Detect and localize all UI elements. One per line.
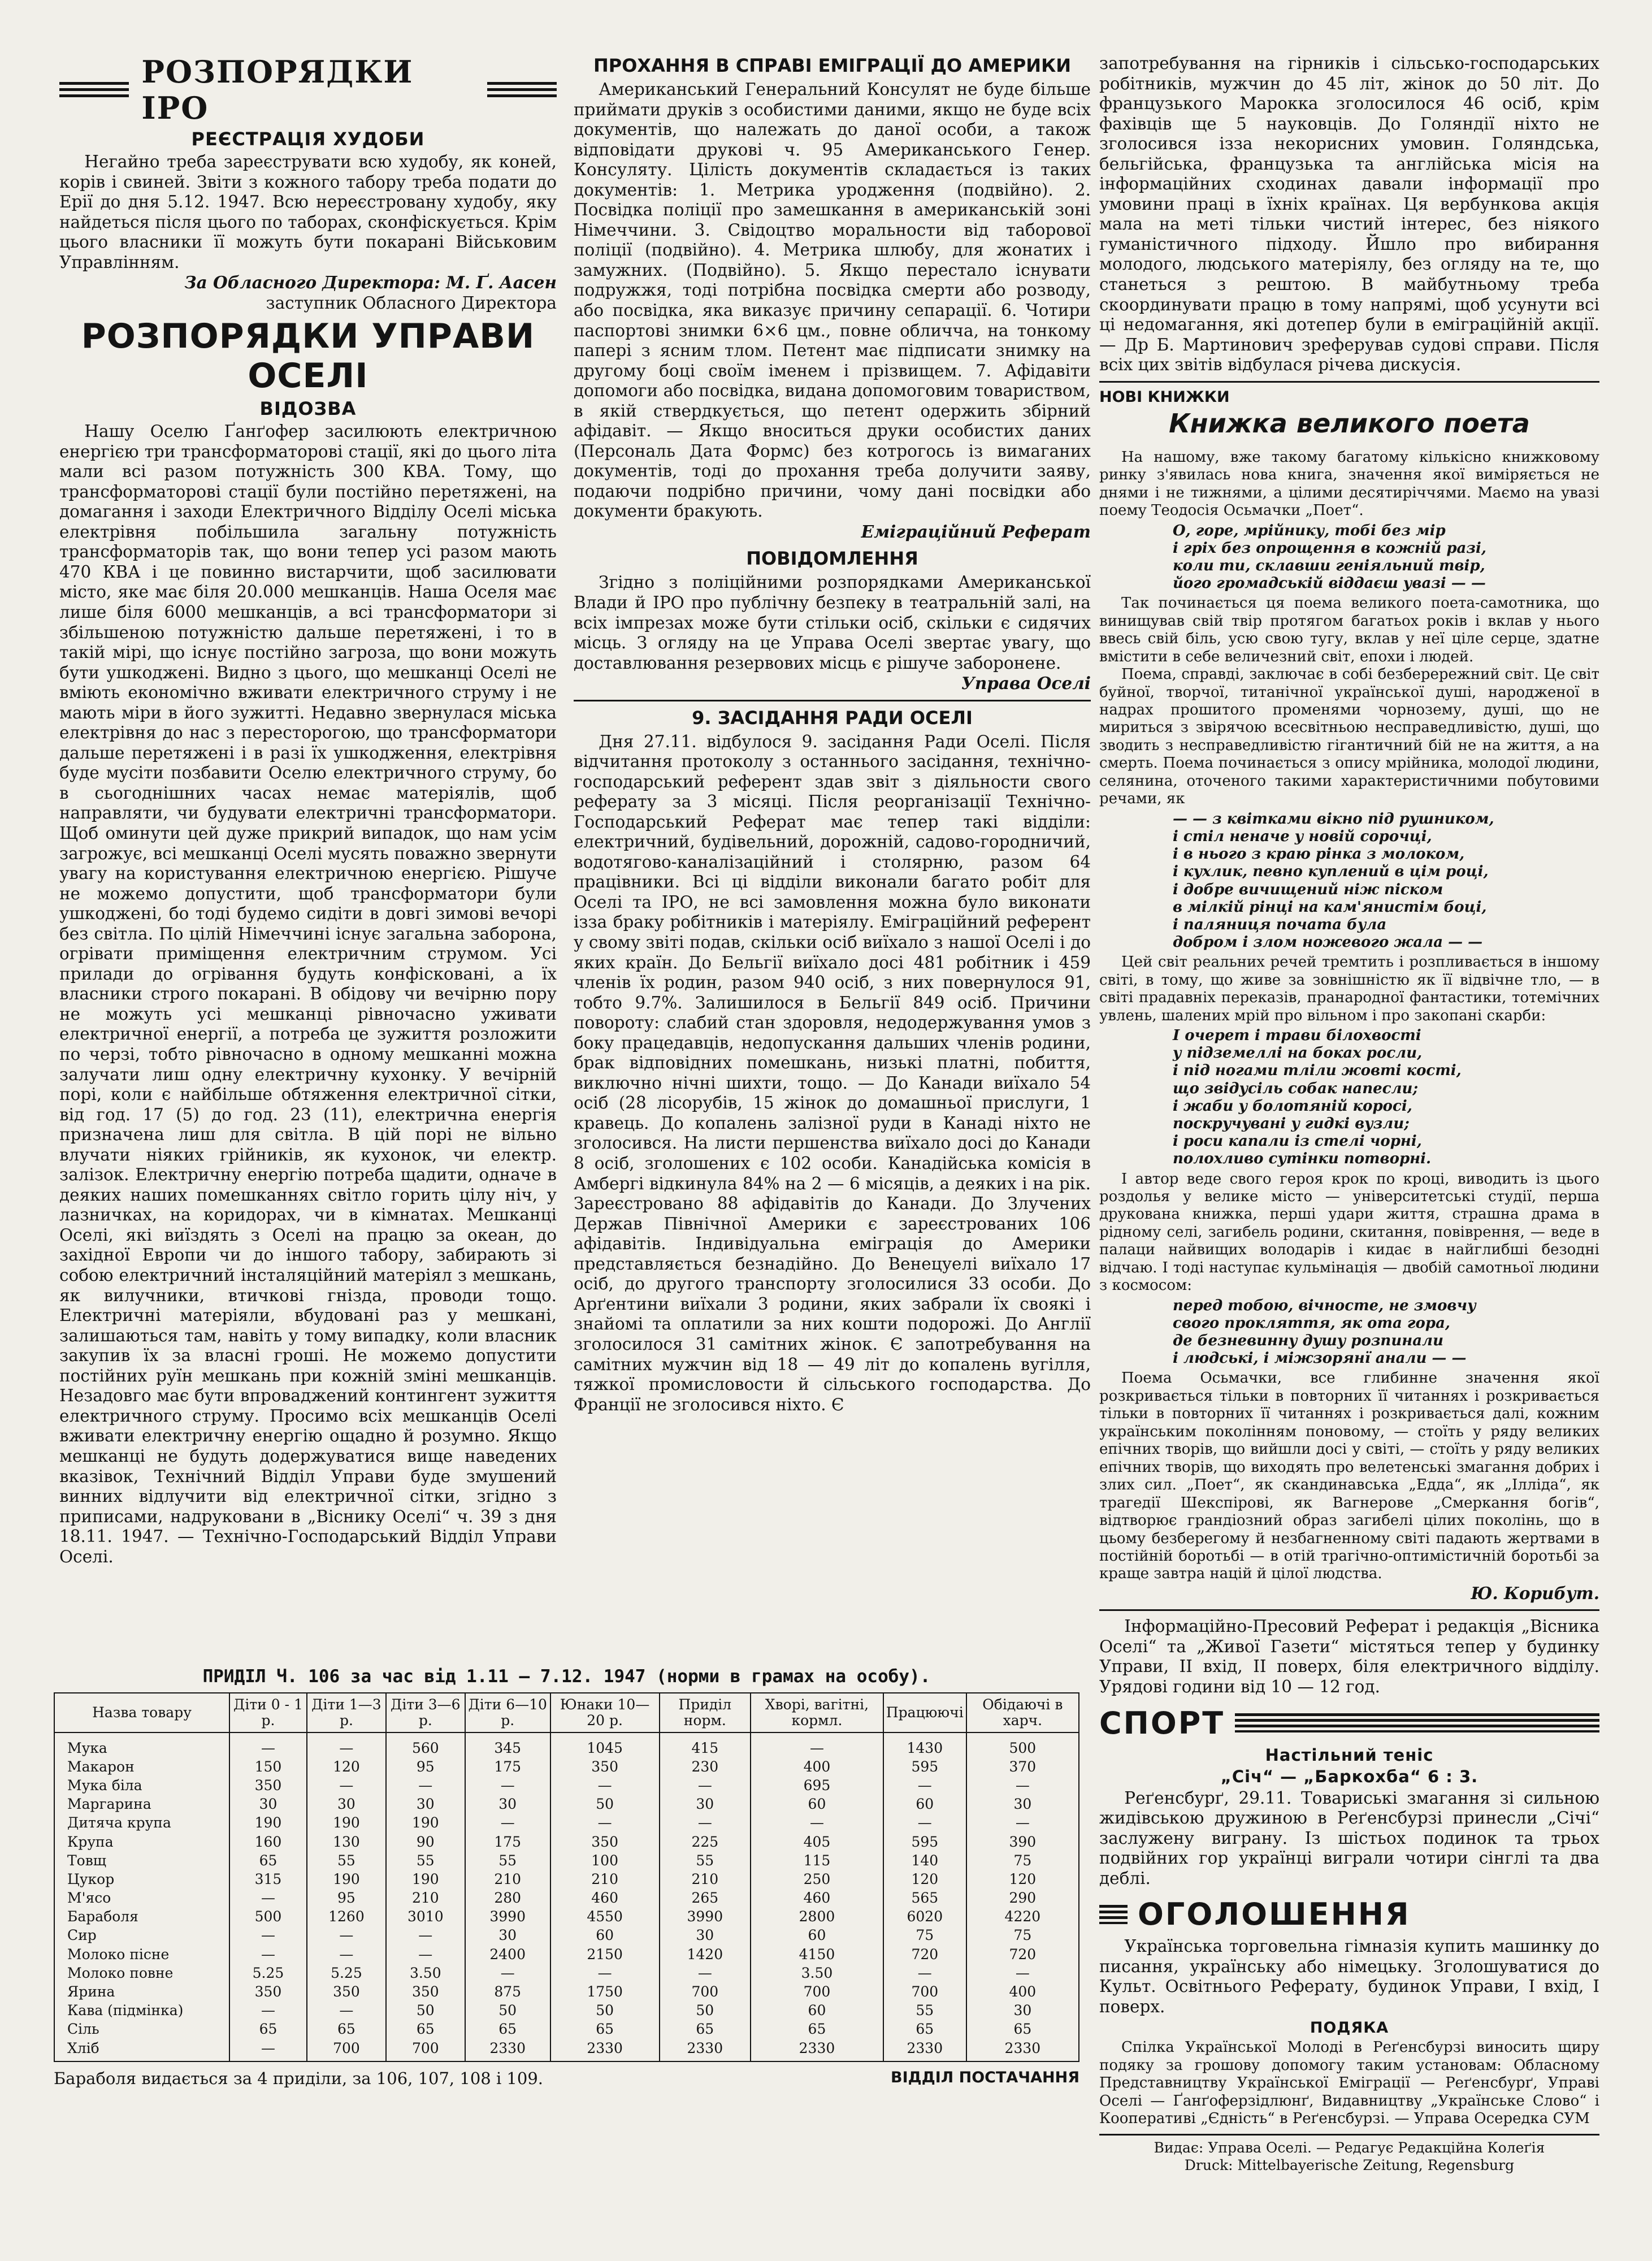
ration-value-cell: 595	[883, 1833, 966, 1851]
ration-value-cell: 65	[660, 2020, 751, 2039]
ration-value-cell: —	[229, 1732, 307, 1757]
ration-value-cell: 700	[751, 1982, 883, 2001]
book-paragraph: Цей світ реальних речей тремтить і розпливається в іншому світі, в тому, що живе за зовнішністю як її відвічне тло, — в світі прадавніх переказів, пранародної фантастики, тотемічних увлень, шалених мрій про вільном і про закопані скарби:	[1099, 954, 1599, 1024]
ration-value-cell: 60	[550, 1926, 660, 1945]
ration-value-cell: 3.50	[751, 1964, 883, 1982]
product-name-cell: Макарон	[54, 1757, 229, 1776]
appeal-text: Нашу Оселю Ґанґофер засилюють електричною енергією три трансформаторові стації, які до цього літа мали всі разом потужність 300 КВА. Тому, що трансформаторові стації були постійно перетяжені, на домагання і заходи Електричного Відділу Оселі міська електрівня побільшила загальну потужність трансформаторів так, що вони тепер усі разом мають 470 КВА і це повинно вистарчити, щоб засилювати місто, яке має біля 20.000 мешканців. Наша Оселя має лише біля 6000 мешканців, а всі трансформатори зі збільшеною потужністю дальше перетяжені, і то в такій мірі, що існує постійно загроза, що вони можуть бути ушкоджені. Видно з цього, що мешканці Оселі не вміють економічно вживати електричного струму і не мають міри в його зужитті. Недавно звернулася міська електрівня до нас з пересторогою, що трансформатори дальше перетяжені і в разі їх ушкодження, електрівня буде мусіти позбавити Оселю електричного струму, бо в сьогоднішних часах немає матеріялів, щоб направляти, чи будувати електричні трансформатори. Щоб оминути цей дуже прикрий випадок, що нам усім загрожує, всі мешканці Оселі мусять поважно звернути увагу на користування електричною енергією. Рішуче не можемо допустити, щоб трансформатори були ушкоджені, бо тоді будемо сидіти в довгі зимові вечорі без світла. По цілій Німеччині існує загальна заборона, огрівати приміщення електричним струмом. Усі прилади до огрівання будуть конфісковані, а їх власники строго покарані. В обідову чи вечірню пору не можуть усі мешканці рівночасно уживати електричної енергії, а потреба це зужиття розложити по черзі, тобто рівночасно в одному мешканні можна залучати лиш одну електричну кухонку. У вечірній порі, коли є найбільше обтяження електричної сітки, від год. 17 (5) до год. 23 (11), електрична енергія призначена лиш для світла. В цій порі не вільно влучати ніяких грійників, як кухонок, чи електр. залізок. Електричну енергію потреба щадити, одначе в деяких наших помешканнях світло горить цілу ніч, у лазничках, на коридорах, чи в кімнатах. Мешканці Оселі, які виїздять з Оселі на працю за океан, до західної Европи чи до іншого табору, забирають зі собою електричний інсталяційний матеріял з мешкань, як вилучники, втичкові гнізда, проводи тощо. Електричні матеріяли, вбудовані раз у мешкані, залишаються там, навіть у тому випадку, коли власник закупив їх за власні гроші. Не можемо допустити постійних руїн мешкань при кожній зміні мешканців. Незадовго має бути впроваджений контингент зужиття електричного струму. Просимо всіх мешканців Оселі вживати електричну енергію ощадно й розумно. Якщо мешканці не будуть додержуватися вище наведених вказівок, Технічний Відділ Управи буде змушений винних відлучити від електричної сітки, згідно з приписами, надруковани в „Віснику Оселі“ ч. 39 з дня 18.11. 1947. — Технічно-Господарський Відділ Управи Оселі.	[59, 422, 557, 1566]
book-paragraph: Поема, справді, заключає в собі безберережний світ. Це світ буйної, творчої, титанічної української душі, народженої в надрах прошитого променями чорнозему, душі, що не мириться з звірячою всесвітньою несправедливістю, душі, що зводить з несправедливістю гігантичний бій не на життя, а на смерть. Поема починається з опису мрійника, молодої людини, селянина, оточеного такими характеристичними побутовими речами, як	[1099, 666, 1599, 808]
ration-value-cell: —	[550, 1776, 660, 1795]
ration-value-cell: 190	[386, 1814, 465, 1833]
table-row	[54, 1795, 1079, 1814]
iro-title: РОЗПОРЯДКИ ІРО	[141, 54, 414, 126]
ration-value-cell: 140	[883, 1851, 966, 1870]
ration-value-cell: 350	[229, 1982, 307, 2001]
iro-header	[59, 54, 557, 126]
column-1	[59, 54, 557, 1567]
ration-value-cell: 500	[229, 1908, 307, 1926]
ration-value-cell: 2330	[966, 2039, 1079, 2061]
table-row	[54, 2039, 1079, 2061]
council-text: Дня 27.11. відбулося 9. засідання Ради Оселі. Після відчитання протоколу з останнього засідання, технічно-господарський референт здав звіт з діяльности свого реферату за 3 місяці. Після реорганізації Технічно-Господарський Реферат має тепер такі відділи: електричний, будівельний, дорожній, садово-городничий, водотягово-каналізаційний і столярню, разом 64 працівники. Всі ці відділи виконали багато робіт для Оселі та ІРО, не всі замовлення можна було виконати ізза браку робітників і матеріялу. Еміграційний референт у свому звіті подав, скільки осіб виїхало з нашої Оселі і до яких країн. До Бельгії виїхало досі 481 робітник і 459 членів їх родин, разом 940 осіб, з них повернулося 91, тобто 9.7%. Залишилося в Бельгії 849 осіб. Причини повороту: слабий стан здоровля, недодержування умов з боку працедавців, недопускання дальших членів родини, брак відповідних помешкань, низькі платні, побиття, виключно нічні шихти, тощо. — До Канади виїхало 54 осіб (28 лісорубів, 15 жінок до домашньої прислуги, 1 кравець. До копалень залізної руди в Канаді ніхто не зголосився. На листи першенства виїхало досі до Канади 8 осіб, зголошених є 102 особи. Канадійська комісія в Амбергі відкинула 84% на 2 — 6 місяців, а деяких і на рік. Зареєстровано 88 афідавітів до Канади. До Злучених Держав Північної Америки є зареєстрованих 106 афідавітів. Індивідуальна еміграція до Америки представляється безнадійно. До Венецуелі виїхало 17 осіб, до другого транспорту зголосилися 33 особи. До Арґентини виїхали 3 родини, яких забрали їх своякі і знайомі та оплатили за них кошти подорожі. До Англії зголосилося 31 самітних жінок. Є запотребування на самітних мужчин від 18 — 49 літ до копалень вугілля, тяжкої промисловости й сільського господарства. До Франції не зголосився ніхто. Є	[574, 731, 1091, 1414]
ration-value-cell: —	[307, 1776, 386, 1795]
ration-value-cell: 95	[386, 1757, 465, 1776]
ration-value-cell: 30	[966, 1795, 1079, 1814]
new-books-label: НОВІ КНИЖКИ	[1099, 388, 1230, 406]
book-signature: Ю. Корибут.	[1471, 1583, 1599, 1603]
ration-value-cell: 315	[229, 1870, 307, 1889]
ration-value-cell: —	[386, 1776, 465, 1795]
ration-value-cell: 1045	[550, 1732, 660, 1757]
ration-value-cell: 65	[883, 2020, 966, 2039]
notice-signature: Управа Оселі	[961, 673, 1091, 694]
product-name-cell: Мука	[54, 1732, 229, 1757]
ration-value-cell: 370	[966, 1757, 1079, 1776]
product-name-cell: М'ясо	[54, 1889, 229, 1908]
ration-value-cell: 55	[883, 2002, 966, 2020]
ration-value-cell: 210	[550, 1870, 660, 1889]
ration-value-cell: 560	[386, 1732, 465, 1757]
ration-value-cell: 3990	[660, 1908, 751, 1926]
ration-value-cell: 65	[966, 2020, 1079, 2039]
ration-value-cell: 30	[465, 1926, 550, 1945]
table-row	[54, 1814, 1079, 1833]
product-name-cell: Молоко повне	[54, 1964, 229, 1982]
ration-value-cell: 210	[386, 1889, 465, 1908]
product-name-cell: Сир	[54, 1926, 229, 1945]
table-header: Діти 6—10 р.	[465, 1693, 550, 1732]
ration-table-body	[54, 1732, 1079, 2061]
ration-value-cell: 350	[307, 1982, 386, 2001]
info-notice: Інформаційно-Пресовий Реферат і редакція „Вісника Оселі“ та „Живої Газети“ містяться тепер у будинку Управи, ІІ вхід, ІІ поверх, біля електричного відділу. Урядові години від 10 — 12 год.	[1099, 1617, 1599, 1696]
book-paragraph: Так починається ця поема великого поета-самотника, що винищував свій твір протягом багатьох років і вклав у нього ввесь свій біль, усю свою тугу, вклав у неї ціле серце, здатне вмістити в себе величезний світ, епохи і людей.	[1099, 595, 1599, 665]
ration-value-cell: —	[229, 2002, 307, 2020]
ration-value-cell: —	[883, 1776, 966, 1795]
ration-value-cell: 190	[386, 1870, 465, 1889]
product-name-cell: Дитяча крупа	[54, 1814, 229, 1833]
divider	[1099, 381, 1599, 383]
table-row	[54, 1870, 1079, 1889]
ration-value-cell: 190	[307, 1870, 386, 1889]
ration-value-cell: 2330	[751, 2039, 883, 2061]
ration-value-cell: 30	[660, 1926, 751, 1945]
ration-value-cell: 460	[550, 1889, 660, 1908]
ration-value-cell: 175	[465, 1833, 550, 1851]
ration-value-cell: 65	[465, 2020, 550, 2039]
notice-text: Згідно з поліційними розпорядками Американської Влади й ІРО про публічну безпеку в театральній залі, на всіх імпрезах може бути стільки осіб, скільки є сидячих місць. З огляду на це Управа Оселі звертає увагу, що доставлювання резервових місць є рішуче заборонене.	[574, 573, 1091, 673]
ration-value-cell: 120	[966, 1870, 1079, 1889]
table-row	[54, 1833, 1079, 1851]
ration-value-cell: 225	[660, 1833, 751, 1851]
ration-value-cell: —	[883, 1814, 966, 1833]
ration-value-cell: 2330	[550, 2039, 660, 2061]
table-header: Обідаючі в харч.	[966, 1693, 1079, 1732]
table-row	[54, 1776, 1079, 1795]
ration-value-cell: 95	[307, 1889, 386, 1908]
book-paragraph: І автор веде свого героя крок по кроці, виводить із цього роздолья у велике місто — університетські студії, перша друкована книжка, перші удари життя, страшна драма в рідному селі, загибель родини, скитання, повіврення, — веде в палаци найвищих володарів і кидає в найглибші безодні відчаю. І тоді наступає кульмінація — двобій самотньої людини з космосом:	[1099, 1170, 1599, 1294]
ration-value-cell: —	[465, 1964, 550, 1982]
table-row	[54, 1889, 1079, 1908]
table-header: Діти 1—3 р.	[307, 1693, 386, 1732]
table-header: Працюючі	[883, 1693, 966, 1732]
column-2	[574, 54, 1091, 1415]
ration-value-cell: 75	[966, 1851, 1079, 1870]
table-header: Назва товару	[54, 1693, 229, 1732]
ration-value-cell: —	[307, 1926, 386, 1945]
ration-value-cell: 175	[465, 1757, 550, 1776]
ration-value-cell: 100	[550, 1851, 660, 1870]
ration-value-cell: 50	[465, 2002, 550, 2020]
ration-value-cell: 30	[966, 2002, 1079, 2020]
product-name-cell: Бараболя	[54, 1908, 229, 1926]
banner-rule	[1235, 1713, 1599, 1732]
ration-value-cell: —	[966, 1964, 1079, 1982]
table-row	[54, 1982, 1079, 2001]
ration-value-cell: —	[751, 1814, 883, 1833]
livestock-text: Негайно треба зареєструвати всю худобу, як коней, корів і свиней. Звіти з кожного табору треба подати до Ерії до дня 5.12. 1947. Всю нереєстровану худобу, яку найдеться після цього по таборах, сконфіскується. Крім цього власники її можуть бути покарані Військовим Управлінням.	[59, 152, 557, 272]
product-name-cell: Ярина	[54, 1982, 229, 2001]
livestock-signature-role: заступник Обласного Директора	[266, 293, 557, 313]
ration-value-cell: 60	[883, 1795, 966, 1814]
ration-value-cell: 210	[465, 1870, 550, 1889]
emigration-signature: Еміграційний Реферат	[861, 522, 1091, 542]
ration-value-cell: —	[660, 1814, 751, 1833]
ration-table-section	[54, 1666, 1079, 2088]
ration-value-cell: 500	[966, 1732, 1079, 1757]
ration-value-cell: —	[550, 1964, 660, 1982]
ration-value-cell: 120	[307, 1757, 386, 1776]
header-rule-left	[59, 82, 129, 98]
ration-value-cell: 1420	[660, 1945, 751, 1964]
ration-value-cell: —	[307, 1732, 386, 1757]
ration-value-cell: 75	[883, 1926, 966, 1945]
livestock-signature: За Обласного Директора: М. Ґ. Аасен	[184, 272, 557, 293]
ration-value-cell: 30	[386, 1795, 465, 1814]
ration-value-cell: 700	[660, 1982, 751, 2001]
poem-excerpt-3: І очерет і трави білохвості у підземеллі на боках росли, і під ногами тліли жовті кості, що звідусіль собак напесли; і жаби у болотяній коросі, поскручувані у гидкі вузли; і роси капали із стелі чорні, полохливо сутінки потворні.	[1173, 1027, 1462, 1168]
product-name-cell: Мука біла	[54, 1776, 229, 1795]
ration-value-cell: 55	[465, 1851, 550, 1870]
table-row	[54, 1851, 1079, 1870]
ration-value-cell: —	[883, 1964, 966, 1982]
table-row	[54, 1908, 1079, 1926]
table-row	[54, 2002, 1079, 2020]
ration-value-cell: 460	[751, 1889, 883, 1908]
ration-value-cell: 2330	[883, 2039, 966, 2061]
ration-value-cell: 3010	[386, 1908, 465, 1926]
ration-value-cell: —	[660, 1964, 751, 1982]
livestock-heading: РЕЄСТРАЦІЯ ХУДОБИ	[191, 128, 425, 150]
ration-value-cell: 115	[751, 1851, 883, 1870]
ads-title: ОГОЛОШЕННЯ	[1138, 1896, 1411, 1933]
emigration-text: Американський Генеральний Консулят не буде більше приймати друків з особистими даними, якщо не буде всіх документів, що належать до даної особи, а також відповідати друкові ч. 95 Американського Генер. Консуляту. Цілість документів складається із таких документів: 1. Метрика уродження (подвійно). 2. Посвідка поліції про замешкання в американській зоні Німеччини. 3. Свідоцтво моральности від таборової поліції (подвійно). 4. Метрика шлюбу, для жонатих і замужних. (Подвійно). 5. Якщо перестало існувати подружжя, тоді потрібна посвідка смерти або розводу, або посвідка, яка виказує причину сепарації. 6. Чотири паспортові знимки 6×6 цм., повне обличча, на тонкому папері з ясним тлом. Петент має підписати знимку на другому боці своїм іменем і прізвищем. 7. Афідавіти допомоги або посвідка, видана допомоговим товариством, в якій ствердкується, що петент одержить збірний афідавіт. — Якщо вноситься друки особистих даних (Персональ Дата Формс) без котрогось із вимаганих документів, тоді до прохання треба долучити заяву, подаючи подрібно причини, чому дані посвідки або документи бракують.	[574, 80, 1091, 521]
ration-value-cell: 5.25	[229, 1964, 307, 1982]
ration-value-cell: 695	[751, 1776, 883, 1795]
table-header: Діти 0 - 1 р.	[229, 1693, 307, 1732]
ration-value-cell: 250	[751, 1870, 883, 1889]
ration-value-cell: 65	[229, 2020, 307, 2039]
ration-value-cell: —	[229, 1945, 307, 1964]
ration-value-cell: —	[966, 1814, 1079, 1833]
ration-value-cell: 875	[465, 1982, 550, 2001]
product-name-cell: Кава (підмінка)	[54, 2002, 229, 2020]
table-row	[54, 1732, 1079, 1757]
ration-value-cell: 60	[751, 1795, 883, 1814]
ration-value-cell: 65	[386, 2020, 465, 2039]
ration-value-cell: 65	[307, 2020, 386, 2039]
ration-value-cell: 230	[660, 1757, 751, 1776]
ration-value-cell: 4550	[550, 1908, 660, 1926]
ration-value-cell: 55	[660, 1851, 751, 1870]
header-rule-right	[487, 82, 557, 98]
ration-value-cell: 565	[883, 1889, 966, 1908]
ration-title: ПРИДІЛ Ч. 106 за час від 1.11 — 7.12. 1947 (норми в грамах на особу).	[202, 1666, 931, 1687]
ration-value-cell: —	[229, 2039, 307, 2061]
ration-value-cell: —	[660, 1776, 751, 1795]
ration-value-cell: 2330	[465, 2039, 550, 2061]
ration-value-cell: 30	[307, 1795, 386, 1814]
product-name-cell: Молоко пісне	[54, 1945, 229, 1964]
sport-text: Реґенсбурґ, 29.11. Товариські змагання зі сильною жидівською дружиною в Реґенсбурзі принесли „Січі“ заслужену виграну. Із шістьох подинок та трьох подвійних гор українці виграли чотири сінглі та два деблі.	[1099, 1788, 1599, 1888]
ration-value-cell: 2330	[660, 2039, 751, 2061]
table-row	[54, 2020, 1079, 2039]
ration-value-cell: —	[751, 1732, 883, 1757]
table-header: Діти 3—6 р.	[386, 1693, 465, 1732]
ration-value-cell: 3.50	[386, 1964, 465, 1982]
ration-table	[54, 1692, 1079, 2062]
ration-value-cell: 50	[550, 2002, 660, 2020]
ration-value-cell: 700	[386, 2039, 465, 2061]
ration-value-cell: 160	[229, 1833, 307, 1851]
ration-value-cell: 150	[229, 1757, 307, 1776]
ration-value-cell: —	[386, 1945, 465, 1964]
product-name-cell: Крупа	[54, 1833, 229, 1851]
ration-value-cell: 700	[883, 1982, 966, 2001]
ration-value-cell: 75	[966, 1926, 1079, 1945]
product-name-cell: Маргарина	[54, 1795, 229, 1814]
ration-value-cell: 190	[307, 1814, 386, 1833]
ration-value-cell: 400	[966, 1982, 1079, 2001]
divider	[1099, 1609, 1599, 1611]
ration-department: ВІДДІЛ ПОСТАЧАННЯ	[891, 2069, 1079, 2087]
table-row	[54, 1926, 1079, 1945]
ration-value-cell: 700	[307, 2039, 386, 2061]
ration-value-cell: 4150	[751, 1945, 883, 1964]
ration-value-cell: 720	[966, 1945, 1079, 1964]
divider	[574, 700, 1091, 701]
ration-value-cell: —	[229, 1926, 307, 1945]
book-review-title: Книжка великого поета	[1169, 408, 1530, 439]
ration-value-cell: 1260	[307, 1908, 386, 1926]
ration-value-cell: 55	[307, 1851, 386, 1870]
ration-value-cell: 280	[465, 1889, 550, 1908]
table-header: Юнаки 10—20 р.	[550, 1693, 660, 1732]
ration-value-cell: 50	[386, 2002, 465, 2020]
column-3	[1099, 54, 1599, 2174]
emigration-heading: ПРОХАННЯ В СПРАВІ ЕМІГРАЦІЇ ДО АМЕРИКИ	[593, 55, 1071, 76]
appeal-heading: ВІДОЗВА	[259, 398, 357, 420]
sport-subheading: Настільний теніс	[1265, 1745, 1434, 1765]
ration-value-cell: 3990	[465, 1908, 550, 1926]
uprava-title: РОЗПОРЯДКИ УПРАВИ ОСЕЛІ	[81, 317, 535, 396]
imprint: Видає: Управа Оселі. — Редагує Редакційна Колеґія Druck: Mittelbayerische Zeitung, Regensburg	[1099, 2134, 1599, 2175]
sport-banner	[1099, 1705, 1599, 1741]
ration-value-cell: 345	[465, 1732, 550, 1757]
ration-value-cell: 350	[386, 1982, 465, 2001]
banner-rule	[1099, 1905, 1128, 1924]
sport-title: СПОРТ	[1099, 1705, 1225, 1741]
ration-note: Бараболя видається за 4 приділи, за 106, 107, 108 і 109.	[54, 2069, 544, 2089]
ration-value-cell: 390	[966, 1833, 1079, 1851]
poem-excerpt-1: О, горе, мрійнику, тобі без мір і гріх без опрощення в кожній разі, коли ти, склавши геніяльний твір, його громадській віддаєш увазі — —	[1173, 522, 1486, 592]
ration-value-cell: 2400	[465, 1945, 550, 1964]
ration-value-cell: 60	[751, 2002, 883, 2020]
ration-value-cell: —	[465, 1814, 550, 1833]
ration-value-cell: —	[386, 1926, 465, 1945]
ration-value-cell: 405	[751, 1833, 883, 1851]
council-heading: 9. ЗАСІДАННЯ РАДИ ОСЕЛІ	[692, 707, 973, 729]
product-name-cell: Хліб	[54, 2039, 229, 2061]
table-row	[54, 1945, 1079, 1964]
ration-value-cell: —	[307, 2002, 386, 2020]
ration-value-cell: 415	[660, 1732, 751, 1757]
ration-value-cell: —	[465, 1776, 550, 1795]
thanks-heading: ПОДЯКА	[1310, 2019, 1389, 2037]
ration-value-cell: 120	[883, 1870, 966, 1889]
ad-text: Українська торговельна гімназія купить машинку до писання, українську або німецьку. Зголошуватися до Культ. Освітнього Реферату, будинок Управи, І вхід, І поверх.	[1099, 1937, 1599, 2016]
notice-heading: ПОВІДОМЛЕННЯ	[746, 548, 918, 570]
ration-value-cell: 720	[883, 1945, 966, 1964]
council-continued: запотребування на гірників і сільсько-господарських робітників, мужчин до 45 літ, жінок до 50 літ. До французького Марокка зголосилося 46 осіб, крім фахівців ще 5 науковців. До Голяндії ніхто не зголосився ізза некорисних умовин. Голяндська, бельгійська, французька та англійська місія на інформаційних сходинах давали інформації про умовини праці в їхніх країнах. Ця вербункова акція мала на меті тільки чистий інтерес, без ніякого гуманістичного підходу. Йшло про вибирання молодого, людського матеріялу, без огляду на те, що станеться з рештою. В майбутньому треба скоординувати працю в тому напрямі, щоб усунути всі ці недомагання, які дотепер були в еміграційній акції. — Др Б. Мартинович зреферував судові справи. Після всіх цих звітів відбулася річева дискусія.	[1099, 54, 1599, 375]
ration-value-cell: —	[229, 1889, 307, 1908]
table-header: Хворі, вагітні, кормл.	[751, 1693, 883, 1732]
ration-value-cell: —	[307, 1945, 386, 1964]
book-paragraph: Поема Осьмачки, все глибинне значення якої розкривається тільки в повторних її читаннях і розкривається тільки в повторних її читаннях і розкривається далі, кожним українським поколінням поновому, — стоїть у ряду великих епічних творів, що вийшли досі у світі, — стоїть у ряду великих епічних творів, що виходять про велетенські змагання добрих і злих сил. „Поет“, як скандинавська „Едда“, як „Ілліда“, як трагедії Шекспірові, як Вагнерове „Смеркання богів“, відтворює грандіозний образ загибелі цілих поколінь, що в цьому безберегому й незбагненному світі падають жертвами в постійній боротьбі — в отій трагічно-оптимістичній боротьбі за краще завтра націй й цілої людства.	[1099, 1370, 1599, 1583]
ration-value-cell: 265	[660, 1889, 751, 1908]
product-name-cell: Сіль	[54, 2020, 229, 2039]
ration-value-cell: 55	[386, 1851, 465, 1870]
book-intro: На нашому, вже такому багатому кількісно книжковому ринку з'явилась нова книга, значення якої виміряється не днями і не тижнями, а цілими десятиріччями. Маємо на увазі поему Теодосія Осьмачки „Поет“.	[1099, 448, 1599, 519]
ration-value-cell: 400	[751, 1757, 883, 1776]
ads-banner	[1099, 1896, 1599, 1932]
ration-value-cell: 130	[307, 1833, 386, 1851]
table-row	[54, 1757, 1079, 1776]
poem-excerpt-2: — — з квітками вікно під рушником, і стіл неначе у новій сорочці, і в нього з краю рінка з молоком, і кухлик, певно куплений в цім році, і добре вичищений ніж піском в мілкій рінці на кам'янистім боці, і паляниця почата була добром і злом ножевого жала — —	[1173, 810, 1494, 951]
ration-footer	[54, 2069, 1079, 2088]
ration-value-cell: 6020	[883, 1908, 966, 1926]
ration-value-cell: 65	[550, 2020, 660, 2039]
thanks-text: Спілка Української Молоді в Реґенсбурзі виносить щиру подяку за грошову допомогу таким установам: Обласному Представництву Української Еміграції — Реґенсбурґ, Управі Оселі — Ґанґоферзідлюнґ, Видавництву „Українське Слово“ і Кооперативі „Єдність“ в Реґенсбурзі. — Управа Осередка СУМ	[1099, 2039, 1599, 2128]
ration-value-cell: 65	[229, 1851, 307, 1870]
ration-value-cell: 350	[550, 1757, 660, 1776]
ration-value-cell: 5.25	[307, 1964, 386, 1982]
sport-score: „Січ“ — „Баркохба“ 6 : 3.	[1220, 1766, 1478, 1786]
ration-value-cell: 30	[465, 1795, 550, 1814]
ration-value-cell: 30	[660, 1795, 751, 1814]
ration-value-cell: 595	[883, 1757, 966, 1776]
product-name-cell: Товщ	[54, 1851, 229, 1870]
ration-value-cell: 350	[229, 1776, 307, 1795]
table-row	[54, 1964, 1079, 1982]
ration-value-cell: 290	[966, 1889, 1079, 1908]
ration-value-cell: 190	[229, 1814, 307, 1833]
ration-value-cell: 4220	[966, 1908, 1079, 1926]
ration-value-cell: 210	[660, 1870, 751, 1889]
product-name-cell: Цукор	[54, 1870, 229, 1889]
ration-value-cell: 50	[550, 1795, 660, 1814]
ration-value-cell: 350	[550, 1833, 660, 1851]
ration-value-cell: 90	[386, 1833, 465, 1851]
ration-value-cell: 30	[229, 1795, 307, 1814]
ration-value-cell: —	[550, 1814, 660, 1833]
ration-value-cell: 65	[751, 2020, 883, 2039]
table-header: Приділ норм.	[660, 1693, 751, 1732]
ration-value-cell: 50	[660, 2002, 751, 2020]
ration-value-cell: 2150	[550, 1945, 660, 1964]
poem-excerpt-4: перед тобою, вічносте, не змовчу свого прокляття, як ота гора, де безневинну душу розпинали і людські, і міжзорянї анали — —	[1173, 1297, 1476, 1367]
ration-value-cell: —	[966, 1776, 1079, 1795]
ration-value-cell: 1430	[883, 1732, 966, 1757]
ration-value-cell: 2800	[751, 1908, 883, 1926]
ration-value-cell: 1750	[550, 1982, 660, 2001]
ration-value-cell: 60	[751, 1926, 883, 1945]
